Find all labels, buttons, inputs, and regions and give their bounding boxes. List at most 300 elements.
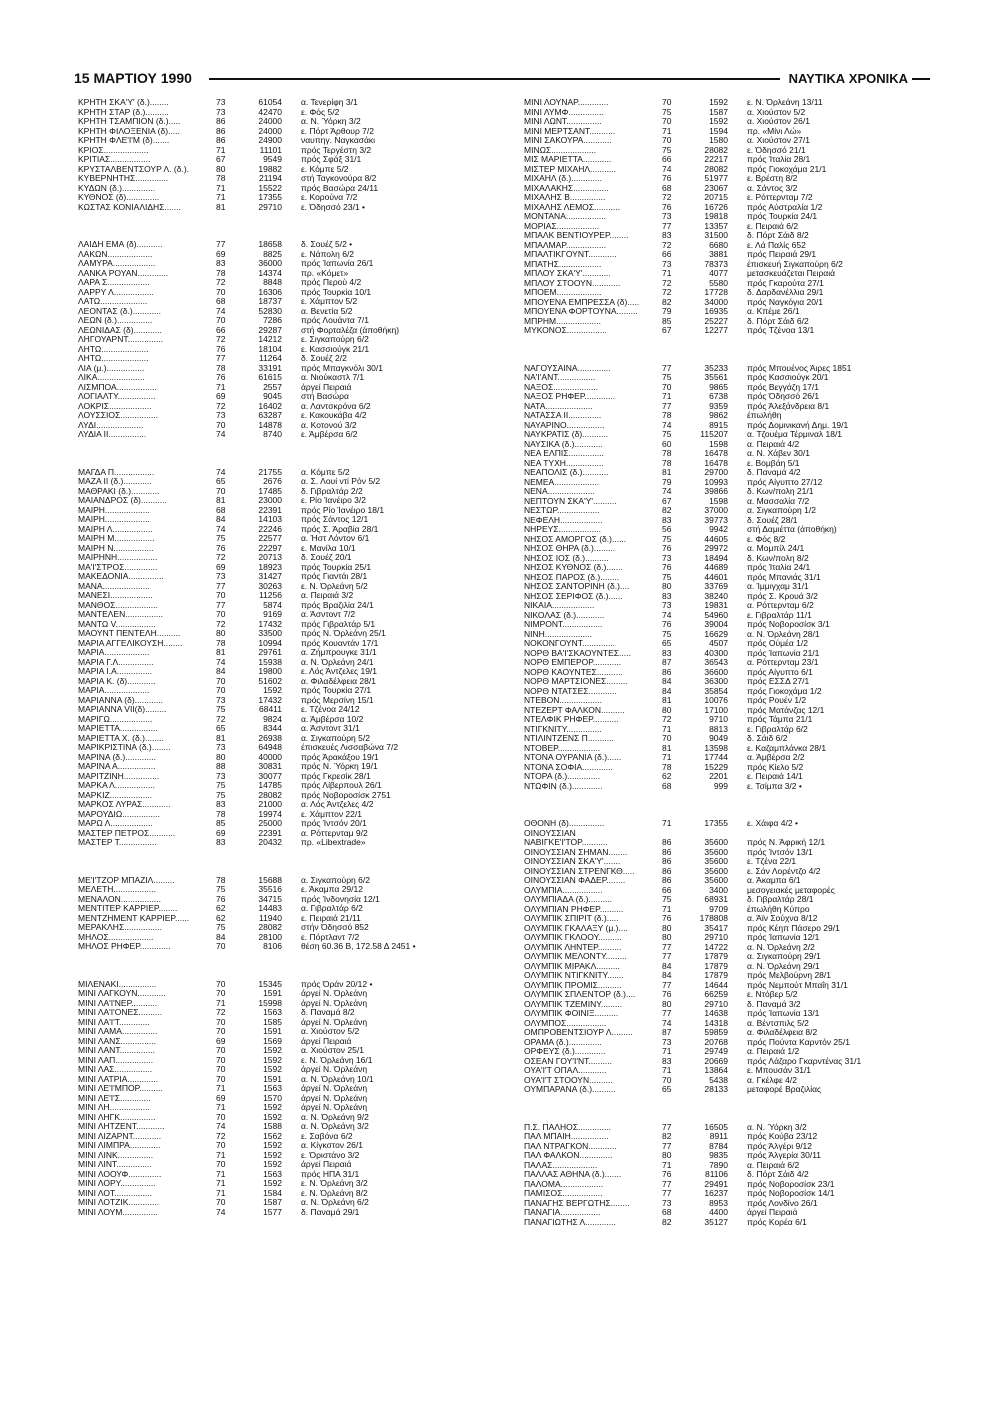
ship-row — [524, 326, 944, 336]
ship-row — [524, 592, 944, 602]
build-year: 65 — [216, 476, 226, 486]
tonnage: 78373 — [704, 258, 728, 269]
tonnage: 1592 — [263, 1149, 282, 1160]
tonnage: 19800 — [258, 666, 282, 676]
tonnage: 29761 — [258, 647, 282, 657]
status: α. Ρόττερνταμ 9/2 — [301, 828, 368, 838]
ship-row — [78, 250, 498, 260]
tonnage: 29287 — [258, 324, 282, 335]
tonnage: 14103 — [258, 514, 282, 524]
build-year: 72 — [216, 334, 226, 344]
build-year: 86 — [216, 135, 226, 145]
ship-name: ΝΕΑΠΟΛΙΣ (δ.)........... — [524, 468, 609, 477]
build-year: 80 — [216, 163, 226, 174]
ship-name: ΝΑΞΟΣ................... — [524, 382, 599, 392]
status: α. Πειραιά 4/2 — [747, 439, 800, 449]
ship-name: ΛΑΤΩ.................... — [78, 297, 148, 306]
tonnage: 14374 — [258, 267, 282, 278]
status: στήν Όδησσό 852 — [301, 923, 369, 932]
ship-row — [524, 905, 944, 915]
status: α. Ν. Χάβεν 30/1 — [747, 449, 810, 458]
left-column — [78, 98, 498, 1217]
ship-row — [524, 1161, 944, 1171]
page-header — [74, 70, 930, 92]
ship-name: ΜΕ'Ι'ΤΖΟΡ ΜΠΑΖΙΛ......... — [78, 875, 175, 885]
status: πρός Μερσίνη 15/1 — [301, 695, 374, 705]
status: πρός Αίγυπτο 6/1 — [747, 667, 813, 677]
block-gap — [524, 336, 944, 364]
build-year: 69 — [216, 248, 226, 259]
build-year: 68 — [216, 296, 226, 306]
ship-row — [524, 487, 944, 497]
ship-name: ΜΑΙΡΗΝΗ................. — [78, 553, 158, 562]
tonnage: 30831 — [258, 761, 282, 771]
status: α. Ν. Όρλεάνη 10/1 — [301, 1074, 374, 1084]
build-year: 84 — [216, 666, 226, 676]
ship-row — [524, 952, 944, 962]
ship-name: ΟΥΜΠΑΡΑΝΑ (δ.).......... — [524, 1085, 616, 1094]
status: ε. Κασσιούγκ 21/1 — [301, 344, 370, 354]
build-year: 70 — [216, 1111, 226, 1122]
status: ε. Τζένοα 24/12 — [301, 705, 360, 714]
build-year: 73 — [216, 742, 226, 752]
ship-name: ΝΕΑ ΕΛΠΙΣ............... — [524, 449, 604, 458]
build-year: 73 — [662, 258, 672, 269]
ship-row — [524, 763, 944, 773]
tonnage: 7890 — [709, 1159, 728, 1170]
ship-name: ΟΛΥΜΠΙΚ ΠΡΟΜΙΣ.......... — [524, 980, 622, 990]
status: α. Άσντοντ 31/1 — [301, 724, 360, 733]
publication-title: ΝΑΥΤΙΚΑ ΧΡΟΝΙΚΑ — [788, 71, 908, 86]
tonnage: 14878 — [258, 419, 282, 430]
block-gap — [524, 791, 944, 819]
status: α. Ν. Όρλεάνη 6/2 — [301, 1198, 369, 1207]
ship-name: ΛΙΣΜΠΟΑ................. — [78, 382, 157, 392]
ship-row — [524, 753, 944, 763]
tonnage: 9835 — [709, 1150, 728, 1160]
ship-row — [524, 981, 944, 991]
ship-row — [524, 1009, 944, 1019]
status: πρός Λονδίνο 26/1 — [747, 1198, 818, 1208]
build-year: 71 — [662, 1065, 672, 1075]
build-year: 73 — [662, 600, 672, 610]
ship-row — [524, 98, 944, 108]
tonnage: 81106 — [704, 1169, 728, 1179]
ship-row — [524, 819, 944, 829]
ship-name: ΜΠΑΛΤΙΚΓΟΥΝΤ............ — [524, 250, 617, 259]
tonnage: 35600 — [704, 846, 728, 857]
status: α. Άϊν Σούχνα 8/12 — [747, 914, 818, 923]
ship-name: ΜΙΝΙ ΛΕ'Ι'Σ............. — [78, 1093, 151, 1103]
build-year: 85 — [662, 315, 672, 326]
build-year: 69 — [216, 391, 226, 401]
ship-row — [524, 317, 944, 327]
status: μεταφορέ Βραζιλίας — [747, 1085, 822, 1094]
build-year: 70 — [216, 286, 226, 297]
header-rule-end — [912, 78, 930, 80]
ship-row — [524, 620, 944, 630]
status: ε. Ντόβερ 5/2 — [747, 990, 798, 999]
block-gap — [78, 848, 498, 876]
ship-row — [78, 373, 498, 383]
ship-name: ΠΑΜΙΣΟΣ................. — [524, 1189, 603, 1198]
tonnage: 8915 — [709, 419, 728, 430]
ship-name: ΝΟΡΘ ΚΑΟΥΝΤΕΣ........... — [524, 667, 623, 677]
tonnage: 63287 — [258, 410, 282, 420]
ship-name: ΛΑΡΡΥ Λ................. — [78, 287, 154, 297]
ship-row — [78, 326, 498, 336]
ship-row — [78, 203, 498, 213]
ship-row — [524, 677, 944, 687]
ship-row — [78, 127, 498, 137]
ship-row — [78, 1141, 498, 1151]
status: άργεί Ν. Όρλεάνη — [301, 1103, 368, 1112]
ship-name: ΜΑΡΙΑ Κ. (δ)............ — [78, 676, 156, 686]
status: πρός Τουρκία 24/1 — [747, 212, 818, 221]
status: δ. Παναμά 29/1 — [301, 1207, 360, 1217]
build-year: 74 — [216, 1121, 226, 1131]
status: άργεί Ν. Όρλεάνη — [301, 989, 368, 998]
status: στή Ταγκονούρα 8/2 — [301, 174, 377, 183]
tonnage: 8911 — [709, 1131, 728, 1141]
build-year: 72 — [662, 277, 672, 288]
status: ε. Μπουσάν 31/1 — [747, 1066, 812, 1075]
tonnage: 14318 — [704, 1017, 728, 1028]
page-date: 15 ΜΑΡΤΙΟΥ 1990 — [74, 70, 192, 86]
ship-name: ΜΙΝΙ ΛΟΥΝΑΡ............. — [524, 98, 609, 107]
build-year: 75 — [216, 704, 226, 714]
status: πρός Ρίο Ίανέιρο 18/1 — [301, 505, 385, 515]
ship-row — [524, 848, 944, 858]
build-year: 73 — [216, 97, 226, 107]
tonnage: 17355 — [704, 818, 728, 828]
build-year: 60 — [662, 438, 672, 449]
build-year: 78 — [216, 637, 226, 648]
status: α. Σιγκαπούρη 5/2 — [301, 733, 370, 743]
ship-row — [524, 516, 944, 526]
build-year: 72 — [216, 618, 226, 629]
ship-name: ΜΙΝΙ ΜΕΡΤΣΑΝΤ........... — [524, 126, 616, 136]
ship-name: ΛΗΓΟΥΑΡΝΤ............... — [78, 335, 164, 344]
status: α. Σιγκαπούρη 29/1 — [747, 952, 821, 961]
tonnage: 115207 — [700, 429, 728, 439]
status: πρός Βασώρα 24/11 — [301, 183, 379, 193]
ship-name: ΜΙΝΙ ΛΟΟΥΦ.............. — [78, 1169, 162, 1179]
tonnage: 19818 — [704, 211, 728, 221]
ship-name: ΜΙΝΙ ΛΟΡΥ............... — [78, 1179, 156, 1188]
ship-row — [78, 487, 498, 497]
ship-name: ΠΑΝΑΓΙΑ................. — [524, 1208, 601, 1217]
build-year: 77 — [216, 239, 226, 249]
ship-row — [524, 1019, 944, 1029]
ship-row — [524, 241, 944, 251]
tonnage: 1577 — [263, 1206, 282, 1217]
ship-name: ΜΑΡΙΝΑ Α................ — [78, 762, 156, 771]
build-year: 70 — [216, 988, 226, 998]
tonnage: 1598 — [709, 495, 728, 506]
status: άργεί Ν. Όρλεάνη — [301, 1065, 368, 1074]
status: πρός Λουάντα 7/1 — [301, 316, 369, 325]
ship-name: ΜΑΝΘΟΣ.................. — [78, 600, 158, 610]
tonnage: 35600 — [704, 856, 728, 866]
tonnage: 23000 — [258, 495, 282, 505]
build-year: 70 — [216, 1045, 226, 1055]
ship-name: ΜΟΝΤΑΝΑ................. — [524, 212, 607, 221]
status: α. Βενετία 5/2 — [301, 306, 353, 316]
ship-name: ΝΟΡΘ ΜΑΡΤΣΙΟΝΕΣ......... — [524, 677, 628, 686]
build-year: 81 — [216, 732, 226, 743]
tonnage: 18104 — [258, 343, 282, 354]
status: α. Ν. Όρλεάνη 29/1 — [747, 961, 820, 971]
tonnage: 14644 — [704, 979, 728, 990]
tonnage: 8825 — [263, 248, 282, 259]
build-year: 70 — [216, 609, 226, 619]
status: α. Σ. Λουί ντί Ρόν 5/2 — [301, 477, 381, 486]
status: πρός Όδησσό 26/1 — [747, 392, 820, 401]
status: άργεί Ν. Όρλεάνη — [301, 1093, 368, 1103]
ship-name: ΟΛΥΜΠΙΚ ΝΤΙΓΚΝΙΤΥ....... — [524, 971, 624, 980]
status: ε. Άκαμπα 29/12 — [301, 885, 363, 894]
ship-name: ΚΥΔΩΝ (δ.).............. — [78, 183, 156, 193]
tonnage: 28082 — [704, 144, 728, 155]
ship-name: ΟΡΦΕΥΣ (δ.)............. — [524, 1047, 606, 1056]
tonnage: 16505 — [704, 1121, 728, 1132]
build-year: 74 — [662, 419, 672, 430]
build-year: 74 — [662, 1017, 672, 1028]
ship-row — [78, 1189, 498, 1199]
tonnage: 178808 — [699, 913, 728, 923]
build-year: 78 — [662, 761, 672, 772]
tonnage: 18737 — [258, 296, 282, 306]
status: πρός Γκαρούτα 27/1 — [747, 278, 824, 288]
ship-name: ΟΛΥΜΠΙΚ ΦΟΙΝΙΞ.......... — [524, 1009, 619, 1018]
ship-row — [524, 430, 944, 440]
ship-group — [78, 876, 498, 952]
status: πρός Γκρεσίκ 28/1 — [301, 771, 371, 781]
ship-name: ΝΤΟΒΕΡ.................. — [524, 743, 601, 753]
tonnage: 35854 — [704, 685, 728, 696]
status: έπωλήθη Κύπρο — [747, 904, 810, 914]
build-year: 86 — [662, 856, 672, 866]
tonnage: 1592 — [263, 1045, 282, 1055]
status: ε. Τσίμπα 3/2 • — [747, 781, 802, 791]
build-year: 70 — [216, 1159, 226, 1169]
status: ε. Χάιφα 4/2 • — [747, 819, 798, 828]
ship-row — [524, 658, 944, 668]
tonnage: 9709 — [709, 903, 728, 914]
ship-row — [78, 933, 498, 943]
ship-row — [524, 1085, 944, 1095]
ship-row — [78, 1056, 498, 1066]
ship-row — [78, 1122, 498, 1132]
ship-row — [78, 383, 498, 393]
ship-row — [78, 335, 498, 345]
ship-name: ΠΑΛΟΜΑ.................. — [524, 1179, 604, 1189]
ship-name: ΟΛΥΜΠΙΚ ΓΚΛΟΟΥ.......... — [524, 933, 622, 942]
tonnage: 9710 — [709, 714, 728, 724]
tonnage: 17355 — [258, 192, 282, 202]
ship-name: ΜΙΧΑΛΗΣ Β............... — [524, 193, 606, 202]
build-year: 56 — [662, 524, 672, 534]
status: πρός Ναγκόγια 20/1 — [747, 297, 824, 307]
ship-row — [524, 440, 944, 450]
build-year: 81 — [662, 695, 672, 705]
status: α. Ν. Όρλεάνη 2/2 — [747, 942, 815, 952]
ship-row — [524, 668, 944, 678]
ship-group — [524, 1123, 944, 1228]
build-year: 71 — [662, 752, 672, 762]
tonnage: 33500 — [258, 628, 282, 638]
tonnage: 14483 — [258, 903, 282, 913]
tonnage: 24000 — [258, 125, 282, 136]
build-year: 72 — [216, 277, 226, 287]
build-year: 76 — [662, 989, 672, 999]
ship-row — [524, 1066, 944, 1076]
ship-row — [78, 345, 498, 355]
build-year: 69 — [216, 1092, 226, 1103]
ship-row — [78, 563, 498, 573]
build-year: 76 — [216, 343, 226, 354]
ship-row — [524, 108, 944, 118]
ship-row — [524, 364, 944, 374]
status: έπισκευή Σιγκαπούρη 6/2 — [747, 259, 843, 269]
ship-name: ΝΟΡΘ ΕΜΠΕΡΟΡ............ — [524, 658, 622, 667]
right-column — [524, 98, 944, 1227]
tonnage: 15229 — [704, 761, 728, 772]
ship-name: ΚΡΗΤΗ ΦΛΕ'Ι'Μ (δ)....... — [78, 136, 170, 145]
tonnage: 20432 — [258, 837, 282, 847]
build-year: 80 — [662, 581, 672, 591]
build-year: 73 — [662, 1197, 672, 1208]
ship-row — [78, 477, 498, 487]
ship-name: ΛΟΚΡΙΣ.................. — [78, 401, 152, 411]
ship-row — [78, 411, 498, 421]
tonnage: 28100 — [258, 931, 282, 942]
build-year: 75 — [662, 571, 672, 582]
ship-name: ΜΑΝΑ.................... — [78, 581, 150, 591]
build-year: 72 — [216, 400, 226, 411]
ship-name: ΜΑΡΙΚΡΙΣΤΙΝΑ (δ.)........ — [78, 743, 171, 752]
tonnage: 20669 — [704, 1055, 728, 1066]
tonnage: 9049 — [709, 733, 728, 743]
status: α. Ίμμιγχαμ 31/1 — [747, 582, 809, 591]
ship-row — [524, 1151, 944, 1161]
ship-name: ΛΑΝΚΑ ΡΟΥΑΝ............. — [78, 268, 169, 278]
tonnage: 31500 — [704, 230, 728, 240]
ship-name: ΝΑΒΙΓΚΕ'Ι'ΤΟΡ........... — [524, 838, 608, 847]
tonnage: 1563 — [263, 1007, 282, 1017]
tonnage: 5438 — [709, 1074, 728, 1085]
tonnage: 39773 — [704, 514, 728, 525]
status: α. Χιούστον 5/2 — [301, 1027, 360, 1036]
ship-row — [78, 1160, 498, 1170]
ship-row — [524, 715, 944, 725]
tonnage: 44601 — [704, 571, 728, 582]
build-year: 87 — [662, 1027, 672, 1037]
status: δ. Δαρδανέλλια 29/1 — [747, 288, 824, 297]
build-year: 79 — [662, 476, 672, 487]
build-year: 79 — [662, 306, 672, 316]
status: α. Σάντος 3/2 — [747, 183, 798, 193]
ship-name: ΟΛΥΜΠΙΚ ΜΙΡΑΚΛ.......... — [524, 961, 620, 971]
build-year: 70 — [216, 1054, 226, 1065]
ship-name: ΚΥΒΕΡΝΗΤΗΣ.............. — [78, 174, 169, 183]
status: ε. Ρόττερνταμ 7/2 — [747, 193, 813, 202]
build-year: 70 — [662, 1074, 672, 1085]
ship-name: ΜΙΝΙ ΛΗΤΖΕΝΤ............ — [78, 1122, 165, 1131]
ship-row — [78, 108, 498, 118]
ship-name: ΜΑΙΡΗ................... — [78, 515, 150, 524]
ship-row — [524, 772, 944, 782]
status: ε. Πειραιά 21/11 — [301, 913, 361, 923]
ship-group — [78, 240, 498, 440]
ship-row — [78, 658, 498, 668]
ship-name: ΝΙΝΗ.................... — [524, 629, 593, 639]
build-year: 73 — [662, 1036, 672, 1047]
status: πρός Ίταλία 28/1 — [747, 155, 811, 164]
ship-name: ΟΙΝΟΥΣΣΙΑΝ ΣΗΜΑΝ........ — [524, 847, 628, 857]
build-year: 71 — [662, 903, 672, 914]
ship-name: ΝΑΞΟΣ ΡΗΦΕΡ............. — [524, 392, 616, 401]
ship-name: ΟΛΥΜΠΙΚ ΣΠΙΡΙΤ (δ.)..... — [524, 914, 619, 923]
build-year: 78 — [216, 362, 226, 373]
build-year: 73 — [216, 770, 226, 781]
status: α. Γιβραλτάρ 6/2 — [301, 904, 363, 913]
status: α. Ρόττερνταμ 23/1 — [747, 658, 819, 667]
tonnage: 64948 — [258, 742, 282, 752]
build-year: 81 — [216, 495, 226, 505]
status: πρός Λάζαρο Γκαρντένας 31/1 — [747, 1056, 862, 1066]
build-year: 69 — [216, 827, 226, 838]
build-year: 71 — [662, 1159, 672, 1170]
status: ε. Χάμπτον 22/1 — [301, 809, 362, 819]
status: ε. Πόρτ Άρθουρ 7/2 — [301, 126, 374, 136]
build-year: 78 — [216, 173, 226, 183]
status: πρός Μπαγκνόλι 30/1 — [301, 363, 383, 373]
status: πρός Τουρκία 10/1 — [301, 287, 372, 297]
ship-row — [78, 1208, 498, 1218]
status: πρός Σ. Κρουά 3/2 — [747, 591, 818, 601]
ship-name: ΟΜΠΡΟΒΕΝΤΣΙΟΥΡ Λ......... — [524, 1028, 633, 1037]
ship-row — [524, 706, 944, 716]
build-year: 74 — [216, 523, 226, 534]
build-year: 70 — [216, 675, 226, 686]
tonnage: 68411 — [258, 704, 282, 714]
ship-name: ΟΘΟΝΗ (δ)............... — [524, 819, 605, 828]
tonnage: 1592 — [263, 1102, 282, 1112]
build-year: 70 — [216, 1064, 226, 1074]
tonnage: 20715 — [704, 192, 728, 202]
ship-name: ΜΑ'Ι'ΣΤΡΟΣ.............. — [78, 562, 158, 572]
ship-name: ΟΛΥΜΠΙΚ ΤΖΕΜΙΝΥ......... — [524, 999, 623, 1009]
ship-row — [78, 810, 498, 820]
build-year: 69 — [216, 561, 226, 572]
tonnage: 29710 — [704, 998, 728, 1009]
status: ε. Τζένα 22/1 — [747, 857, 797, 866]
ship-row — [78, 601, 498, 611]
status: δ. Γιβραλτάρ 28/1 — [747, 895, 814, 904]
ship-row — [78, 354, 498, 364]
build-year: 70 — [662, 381, 672, 392]
ship-row — [524, 449, 944, 459]
ship-row — [78, 904, 498, 914]
ship-row — [524, 411, 944, 421]
build-year: 68 — [216, 504, 226, 515]
ship-name: ΜΙΧΑΗΛ (δ.)............. — [524, 174, 602, 183]
build-year: 71 — [662, 723, 672, 734]
ship-name: ΠΑΛΑΣ................... — [524, 1160, 598, 1170]
status: ε. Μανίλα 10/1 — [301, 543, 356, 553]
